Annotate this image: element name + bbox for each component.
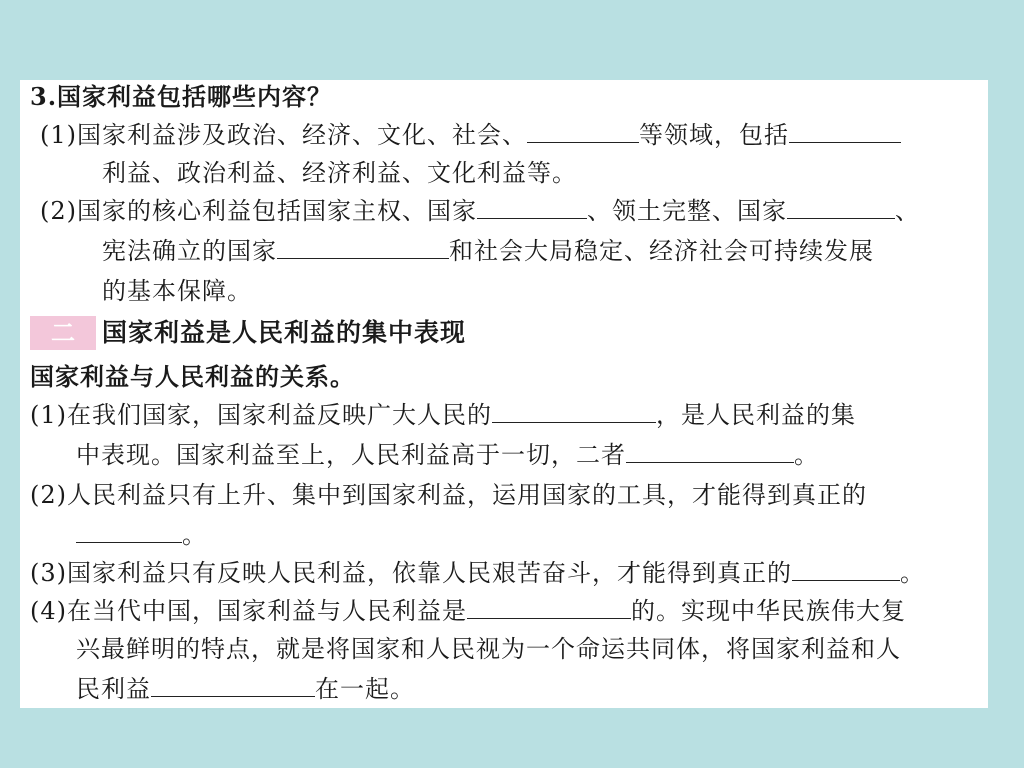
answer-blank[interactable] bbox=[277, 236, 449, 259]
worksheet-page bbox=[20, 80, 988, 708]
answer-blank[interactable] bbox=[787, 196, 895, 219]
relation-heading: 国家利益与人民利益的关系。 bbox=[30, 362, 355, 391]
answer-blank[interactable] bbox=[477, 196, 587, 219]
q3-item-2-line-1: (2)国家的核心利益包括国家主权、国家 、领土完整、国家 、 bbox=[40, 197, 920, 225]
answer-blank[interactable] bbox=[792, 558, 900, 581]
answer-blank[interactable] bbox=[76, 520, 182, 543]
q3-item-1-line-1: (1)国家利益涉及政治、经济、文化、社会、 等领域，包括 bbox=[40, 120, 901, 150]
section-number-badge: 二 bbox=[30, 316, 96, 350]
q3-item-2-line-3: 的基本保障。 bbox=[102, 277, 252, 305]
relation-item-4-line-2: 兴最鲜明的特点，就是将国家和人民视为一个命运共同体，将国家利益和人 bbox=[76, 635, 901, 663]
question-3-title: 3.国家利益包括哪些内容？ bbox=[30, 82, 333, 111]
answer-blank[interactable] bbox=[151, 674, 315, 697]
answer-blank[interactable] bbox=[626, 440, 794, 463]
answer-blank[interactable] bbox=[492, 400, 656, 423]
relation-item-4-line-1: (4)在当代中国，国家利益与人民利益是 的。实现中华民族伟大复 bbox=[30, 597, 906, 625]
q3-item-2-line-2: 宪法确立的国家 和社会大局稳定、经济社会可持续发展 bbox=[102, 237, 874, 265]
relation-item-1-line-1: (1)在我们国家，国家利益反映广大人民的 ，是人民利益的集 bbox=[30, 401, 856, 429]
answer-blank[interactable] bbox=[527, 120, 639, 143]
relation-item-2-line-1: (2)人民利益只有上升、集中到国家利益，运用国家的工具，才能得到真正的 bbox=[30, 481, 867, 509]
relation-item-4-line-3: 民利益 在一起。 bbox=[76, 675, 415, 703]
relation-item-2-line-2: 。 bbox=[76, 520, 207, 550]
answer-blank[interactable] bbox=[467, 596, 631, 619]
relation-item-3: (3)国家利益只有反映人民利益，依靠人民艰苦奋斗，才能得到真正的 。 bbox=[30, 559, 925, 587]
section-title: 国家利益是人民利益的集中表现 bbox=[102, 318, 467, 347]
answer-blank[interactable] bbox=[789, 120, 901, 143]
q3-item-1-line-2: 利益、政治利益、经济利益、文化利益等。 bbox=[102, 159, 577, 187]
relation-item-1-line-2: 中表现。国家利益至上，人民利益高于一切，二者 。 bbox=[76, 441, 819, 469]
